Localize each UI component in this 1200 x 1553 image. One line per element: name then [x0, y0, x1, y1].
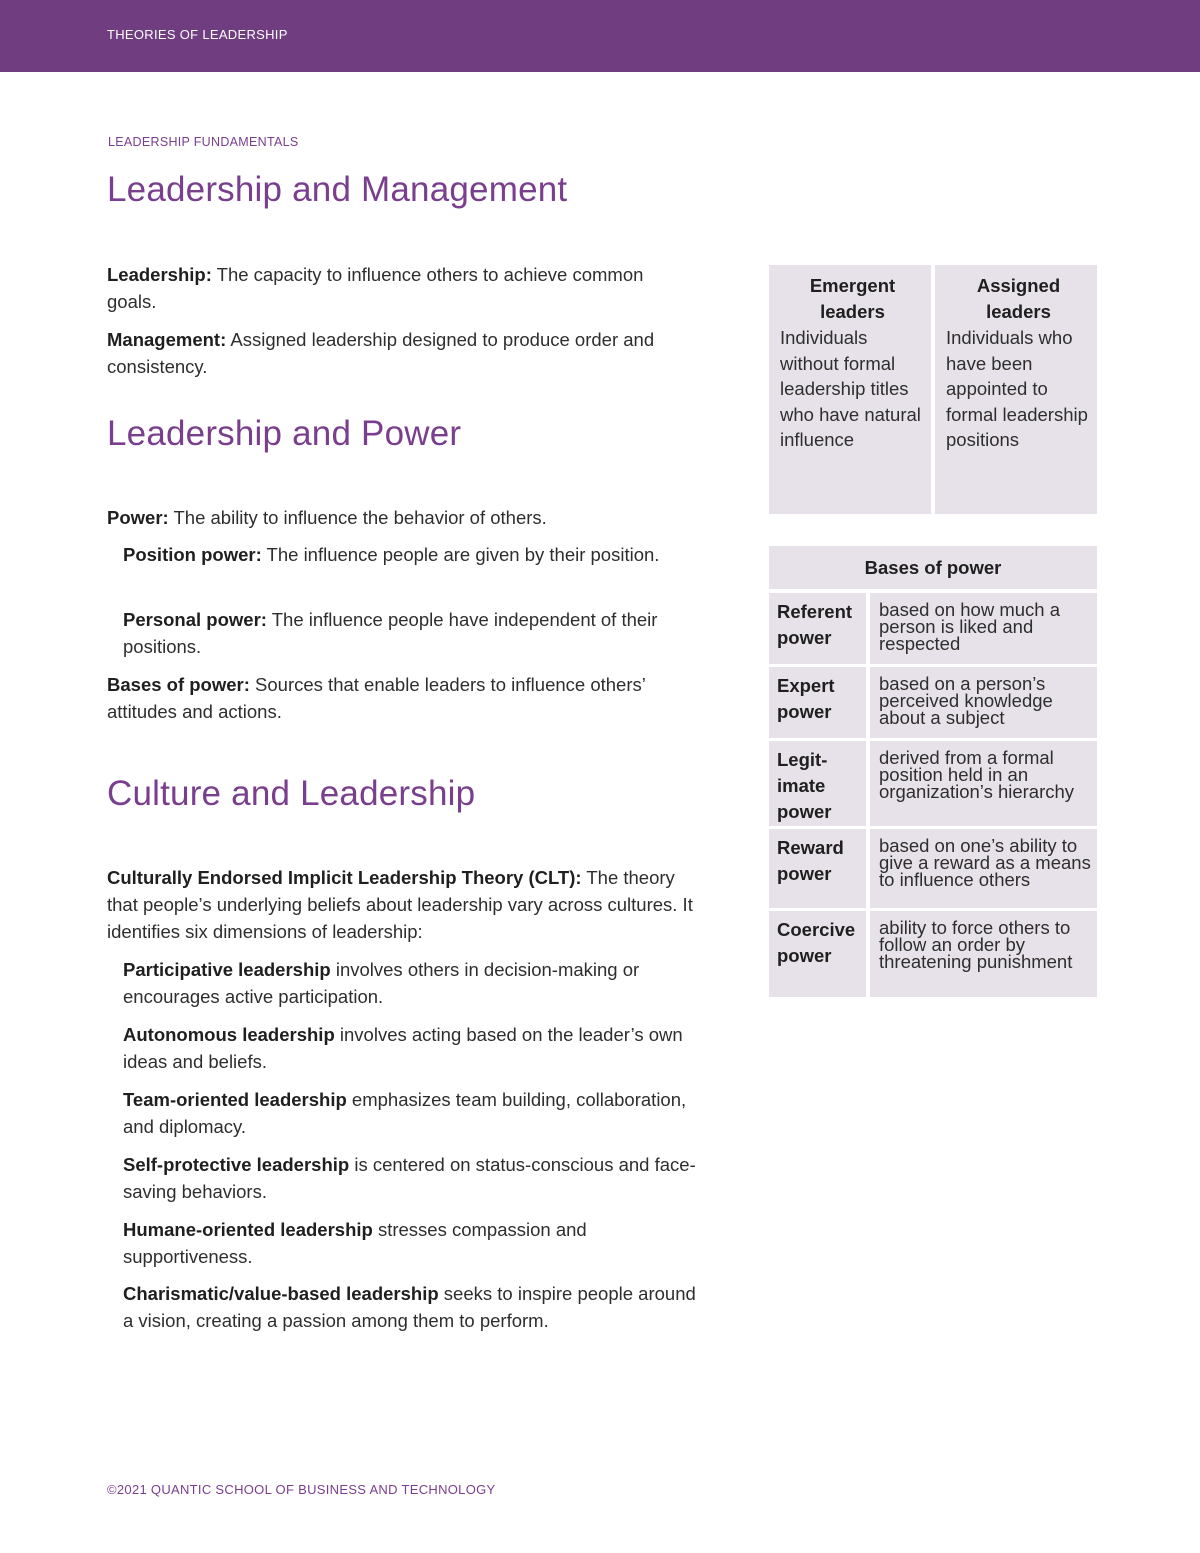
assigned-leaders-cell [935, 265, 1097, 514]
power-description: based on a person’s perceived knowledge about a subject [870, 667, 1097, 738]
def-clt: The theory that people’s underlying beliefs about leadership vary across cultures. It identifies six dimensions of leadership: [107, 867, 693, 942]
power-name: Expert power [769, 667, 866, 738]
table-row [769, 741, 1097, 826]
definition-position-power [123, 541, 698, 568]
def-leadership: The capacity to influence others to achieve common goals. [107, 264, 644, 312]
dimension-term: Autonomous leadership [123, 1024, 335, 1045]
dimension-item [123, 1151, 698, 1205]
dimension-item [123, 1280, 698, 1334]
power-description: derived from a formal position held in an organization’s hierarchy [870, 741, 1097, 826]
term-clt: Culturally Endorsed Implicit Leadership Theory (CLT): [107, 867, 582, 888]
bases-of-power-table [769, 546, 1097, 1000]
header-bar [0, 0, 1200, 72]
definition-management [107, 326, 697, 380]
heading-leadership-power: Leadership and Power [107, 414, 462, 453]
table-row [769, 593, 1097, 664]
definition-clt [107, 864, 697, 945]
table-row [769, 667, 1097, 738]
term-personal-power: Personal power: [123, 609, 267, 630]
leaders-comparison-table [769, 265, 1097, 514]
dimension-item [123, 1021, 698, 1075]
emergent-leaders-description: Individuals without formal leadership titles who have natural influence [780, 327, 921, 450]
power-description: based on how much a person is liked and respected [870, 593, 1097, 664]
def-bases-of-power: Sources that enable leaders to influence others’ attitudes and actions. [107, 674, 646, 722]
dimension-def: stresses compassion and supportiveness. [123, 1219, 587, 1267]
bases-of-power-header: Bases of power [769, 546, 1097, 589]
emergent-leaders-heading: Emergent leaders [809, 275, 896, 322]
term-power: Power: [107, 507, 169, 528]
def-personal-power: The influence people have independent of their positions. [123, 609, 658, 657]
dimension-def: is centered on status-conscious and face-saving behaviors. [123, 1154, 696, 1202]
section-eyebrow: LEADERSHIP FUNDAMENTALS [108, 135, 299, 149]
dimension-def: emphasizes team building, collaboration, and diplomacy. [123, 1089, 687, 1137]
header-title: THEORIES OF LEADERSHIP [107, 27, 288, 42]
power-name: Reward power [769, 829, 866, 908]
term-bases-of-power: Bases of power: [107, 674, 250, 695]
power-description: ability to force others to follow an order by threatening punishment [870, 911, 1097, 997]
heading-leadership-management: Leadership and Management [107, 170, 568, 209]
def-position-power: The influence people are given by their position. [261, 544, 660, 565]
dimension-def: involves acting based on the leader’s own ideas and beliefs. [123, 1024, 683, 1072]
dimension-item [123, 1216, 698, 1270]
power-name: Legit-imate power [769, 741, 866, 826]
dimension-def: seeks to inspire people around a vision, creating a passion among them to perform. [123, 1283, 696, 1331]
term-position-power: Position power: [123, 544, 262, 565]
def-management: Assigned leadership designed to produce order and consistency. [107, 329, 655, 377]
definition-leadership [107, 261, 697, 315]
dimension-def: involves others in decision-making or encourages active participation. [123, 959, 640, 1007]
heading-culture-leadership: Culture and Leadership [107, 774, 476, 813]
table-row [769, 829, 1097, 908]
def-power: The ability to influence the behavior of others. [168, 507, 547, 528]
definition-bases-of-power [107, 671, 697, 725]
dimension-term: Participative leadership [123, 959, 331, 980]
power-description: based on one’s ability to give a reward as a means to influence others [870, 829, 1097, 908]
term-management: Management: [107, 329, 227, 350]
dimension-item [123, 1086, 698, 1140]
definition-power [107, 504, 697, 531]
dimension-term: Self-protective leadership [123, 1154, 350, 1175]
footer-copyright: ©2021 QUANTIC SCHOOL OF BUSINESS AND TECHNOLOGY [107, 1482, 496, 1497]
dimension-term: Humane-oriented leadership [123, 1219, 373, 1240]
assigned-leaders-description: Individuals who have been appointed to formal leadership positions [946, 327, 1088, 450]
power-name: Coercive power [769, 911, 866, 997]
assigned-leaders-heading: Assigned leaders [976, 275, 1061, 322]
dimension-item [123, 956, 698, 1010]
power-name: Referent power [769, 593, 866, 664]
term-leadership: Leadership: [107, 264, 212, 285]
emergent-leaders-cell [769, 265, 931, 514]
dimension-term: Team-oriented leadership [123, 1089, 347, 1110]
dimension-term: Charismatic/value-based leadership [123, 1283, 439, 1304]
definition-personal-power [123, 606, 698, 660]
table-row [769, 911, 1097, 997]
